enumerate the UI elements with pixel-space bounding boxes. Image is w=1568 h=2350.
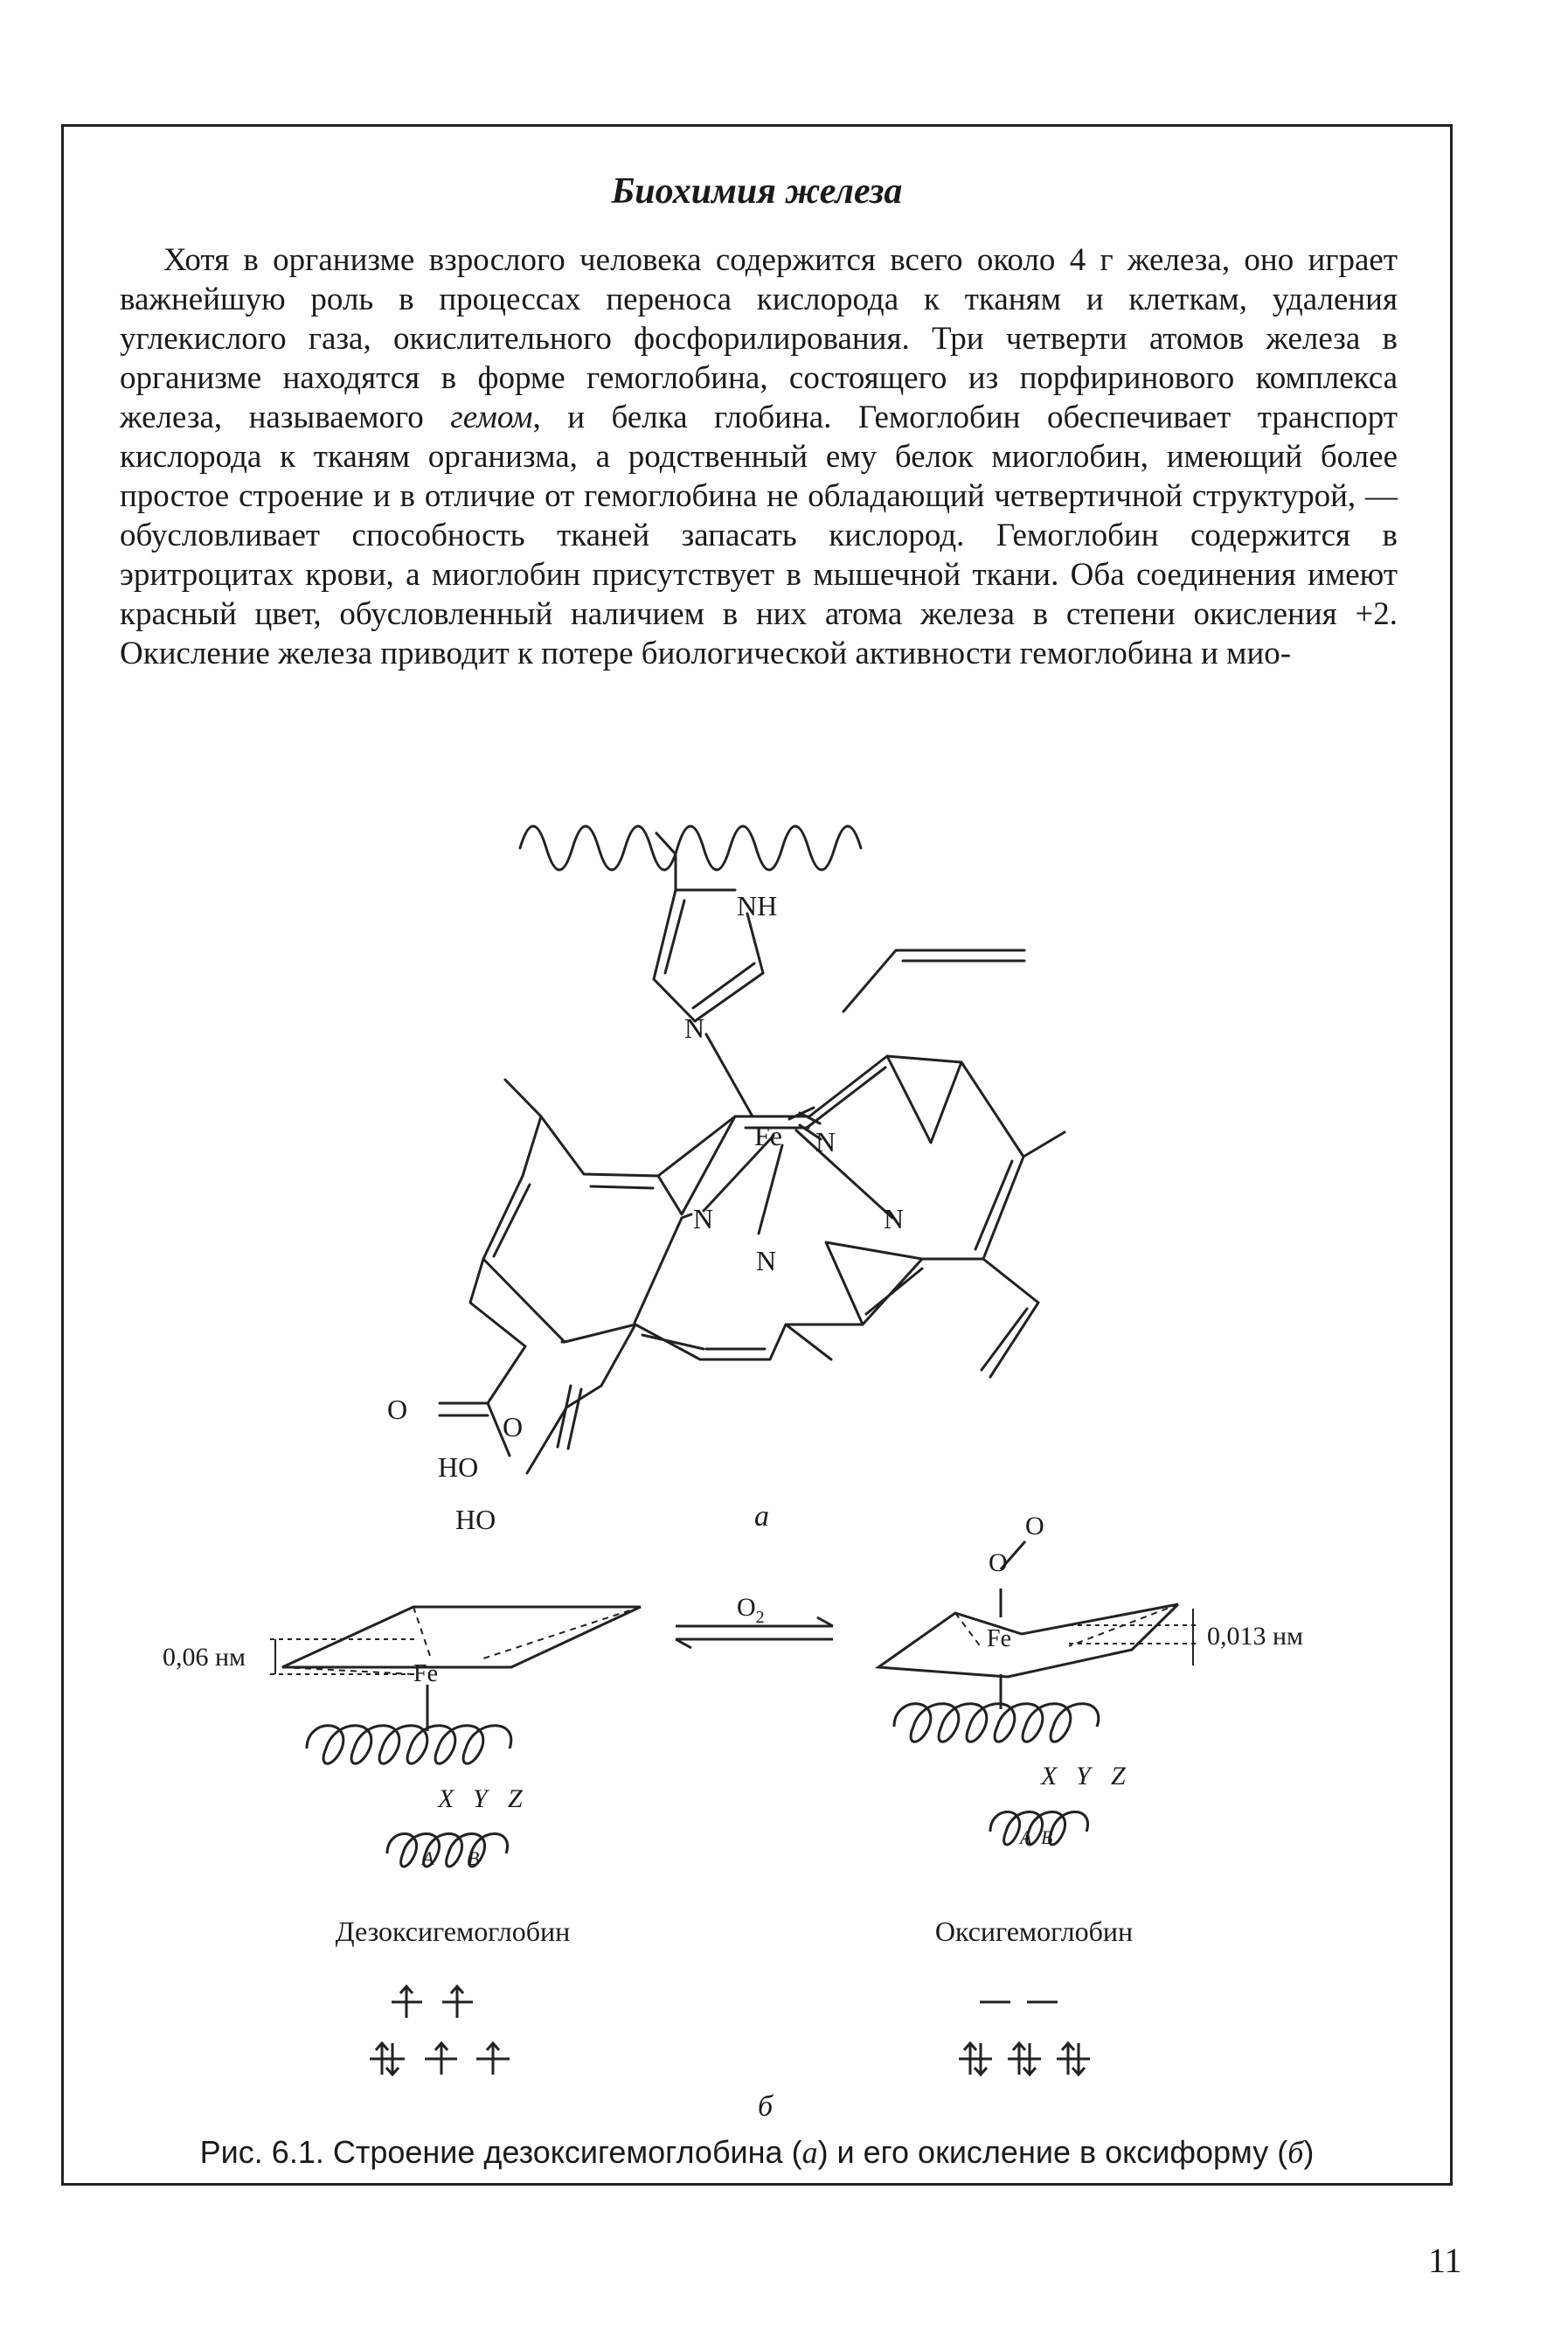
figure-6-1 — [64, 127, 1452, 2183]
atom-n-1: N — [815, 1126, 836, 1158]
oxy-helix — [894, 1704, 1099, 1742]
deoxy-heme-plane — [282, 1607, 641, 1667]
atom-o-1: O — [387, 1394, 408, 1425]
page-number: 11 — [1428, 2241, 1462, 2280]
atom-nh: NH — [737, 890, 778, 921]
deoxy-name: Дезоксигемоглобин — [335, 1915, 571, 1947]
atom-fe: Fe — [754, 1120, 782, 1151]
atom-n-2: N — [693, 1203, 714, 1234]
paragraph-text-1: Хотя в организме взрослого человека содержится всего около 4 г железа, оно играет важнейшую роль в процессах переноса кислорода к тканям и клеткам, удаления углекислого газа, окислительного фосфорилирования. Три четверти атомов железа в организме находятся в форме гемоглобина, состоящего из порфиринового комплекса железа, называемого — [120, 242, 1398, 435]
oxy-o-1: O — [989, 1548, 1008, 1577]
deoxy-helix-y: Y — [473, 1784, 488, 1813]
deoxy-distance: 0,06 нм — [163, 1643, 246, 1672]
oxy-o-2: O — [1025, 1512, 1044, 1540]
oxy-helix-z: Z — [1111, 1762, 1126, 1790]
oxy-helix-a: A — [1020, 1826, 1032, 1848]
oxy-hemoglobin-scheme — [878, 1541, 1197, 1845]
deoxy-helix-2 — [387, 1834, 508, 1867]
deoxy-labels — [163, 1643, 570, 1947]
oxy-electron-diagram — [959, 2002, 1090, 2075]
atom-n-4: N — [756, 1245, 777, 1276]
heme-atom-labels — [387, 890, 904, 1535]
deoxy-hemoglobin-scheme — [270, 1607, 641, 1867]
heme-structure — [440, 826, 1065, 1473]
oxy-name: Оксигемоглобин — [934, 1915, 1134, 1947]
atom-o-2: O — [503, 1411, 524, 1443]
deoxy-helix-a: A — [422, 1847, 434, 1869]
deoxy-helix-b: B — [468, 1847, 480, 1869]
term-emphasis: гемом — [450, 400, 533, 435]
atom-n-imidazole: N — [684, 1012, 705, 1044]
paragraph-text-2: , и белка глобина. Гемоглобин обеспечивает транспорт кислорода к тканям организма, а родственный ему белок миоглобин, имеющий более простое строение и в отличие от гемоглобина не обладающий четвертичной структурой, — обусловливает способность тканей запасать кислород. Гемоглобин содержится в эритроцитах крови, а миоглобин присутствует в мышечной ткани. Оба соединения имеют красный цвет, обусловленный наличием в них атома железа в степени окисления +2. Окисление железа приводит к потере биологической активности гемоглобина и мио- — [120, 400, 1398, 671]
deoxy-electron-diagram — [370, 1986, 510, 2075]
deoxy-helix — [307, 1726, 511, 1764]
panel-b-label: б — [758, 2090, 774, 2123]
equilibrium-arrow — [676, 1617, 833, 1648]
protein-chain-wave — [520, 826, 861, 870]
atom-ho-2: HO — [455, 1504, 496, 1535]
atom-n-3: N — [884, 1203, 905, 1234]
arrow-o2-label: $O_2$ — [737, 1593, 765, 1627]
oxy-distance: 0,013 нм — [1207, 1622, 1304, 1651]
oxy-helix-b: B — [1041, 1826, 1053, 1848]
boxed-section — [61, 124, 1453, 2186]
oxy-fe: Fe — [987, 1625, 1011, 1652]
section-title: Биохимия железа — [611, 171, 903, 212]
deoxy-helix-x: X — [438, 1784, 454, 1813]
oxy-heme-plane — [878, 1604, 1178, 1677]
deoxy-fe: Fe — [413, 1660, 438, 1687]
oxy-helix-y: Y — [1076, 1762, 1091, 1790]
atom-ho-1: HO — [438, 1451, 479, 1483]
figure-caption: Рис. 6.1. Строение дезоксигемоглобина (а) и его окисление в оксиформу (б) — [199, 2134, 1315, 2170]
oxy-helix-x: X — [1041, 1762, 1058, 1790]
deoxy-helix-z: Z — [508, 1784, 523, 1813]
panel-a-label: а — [754, 1500, 769, 1533]
oxy-labels — [935, 1512, 1303, 1947]
oxy-helix-2 — [990, 1812, 1088, 1846]
